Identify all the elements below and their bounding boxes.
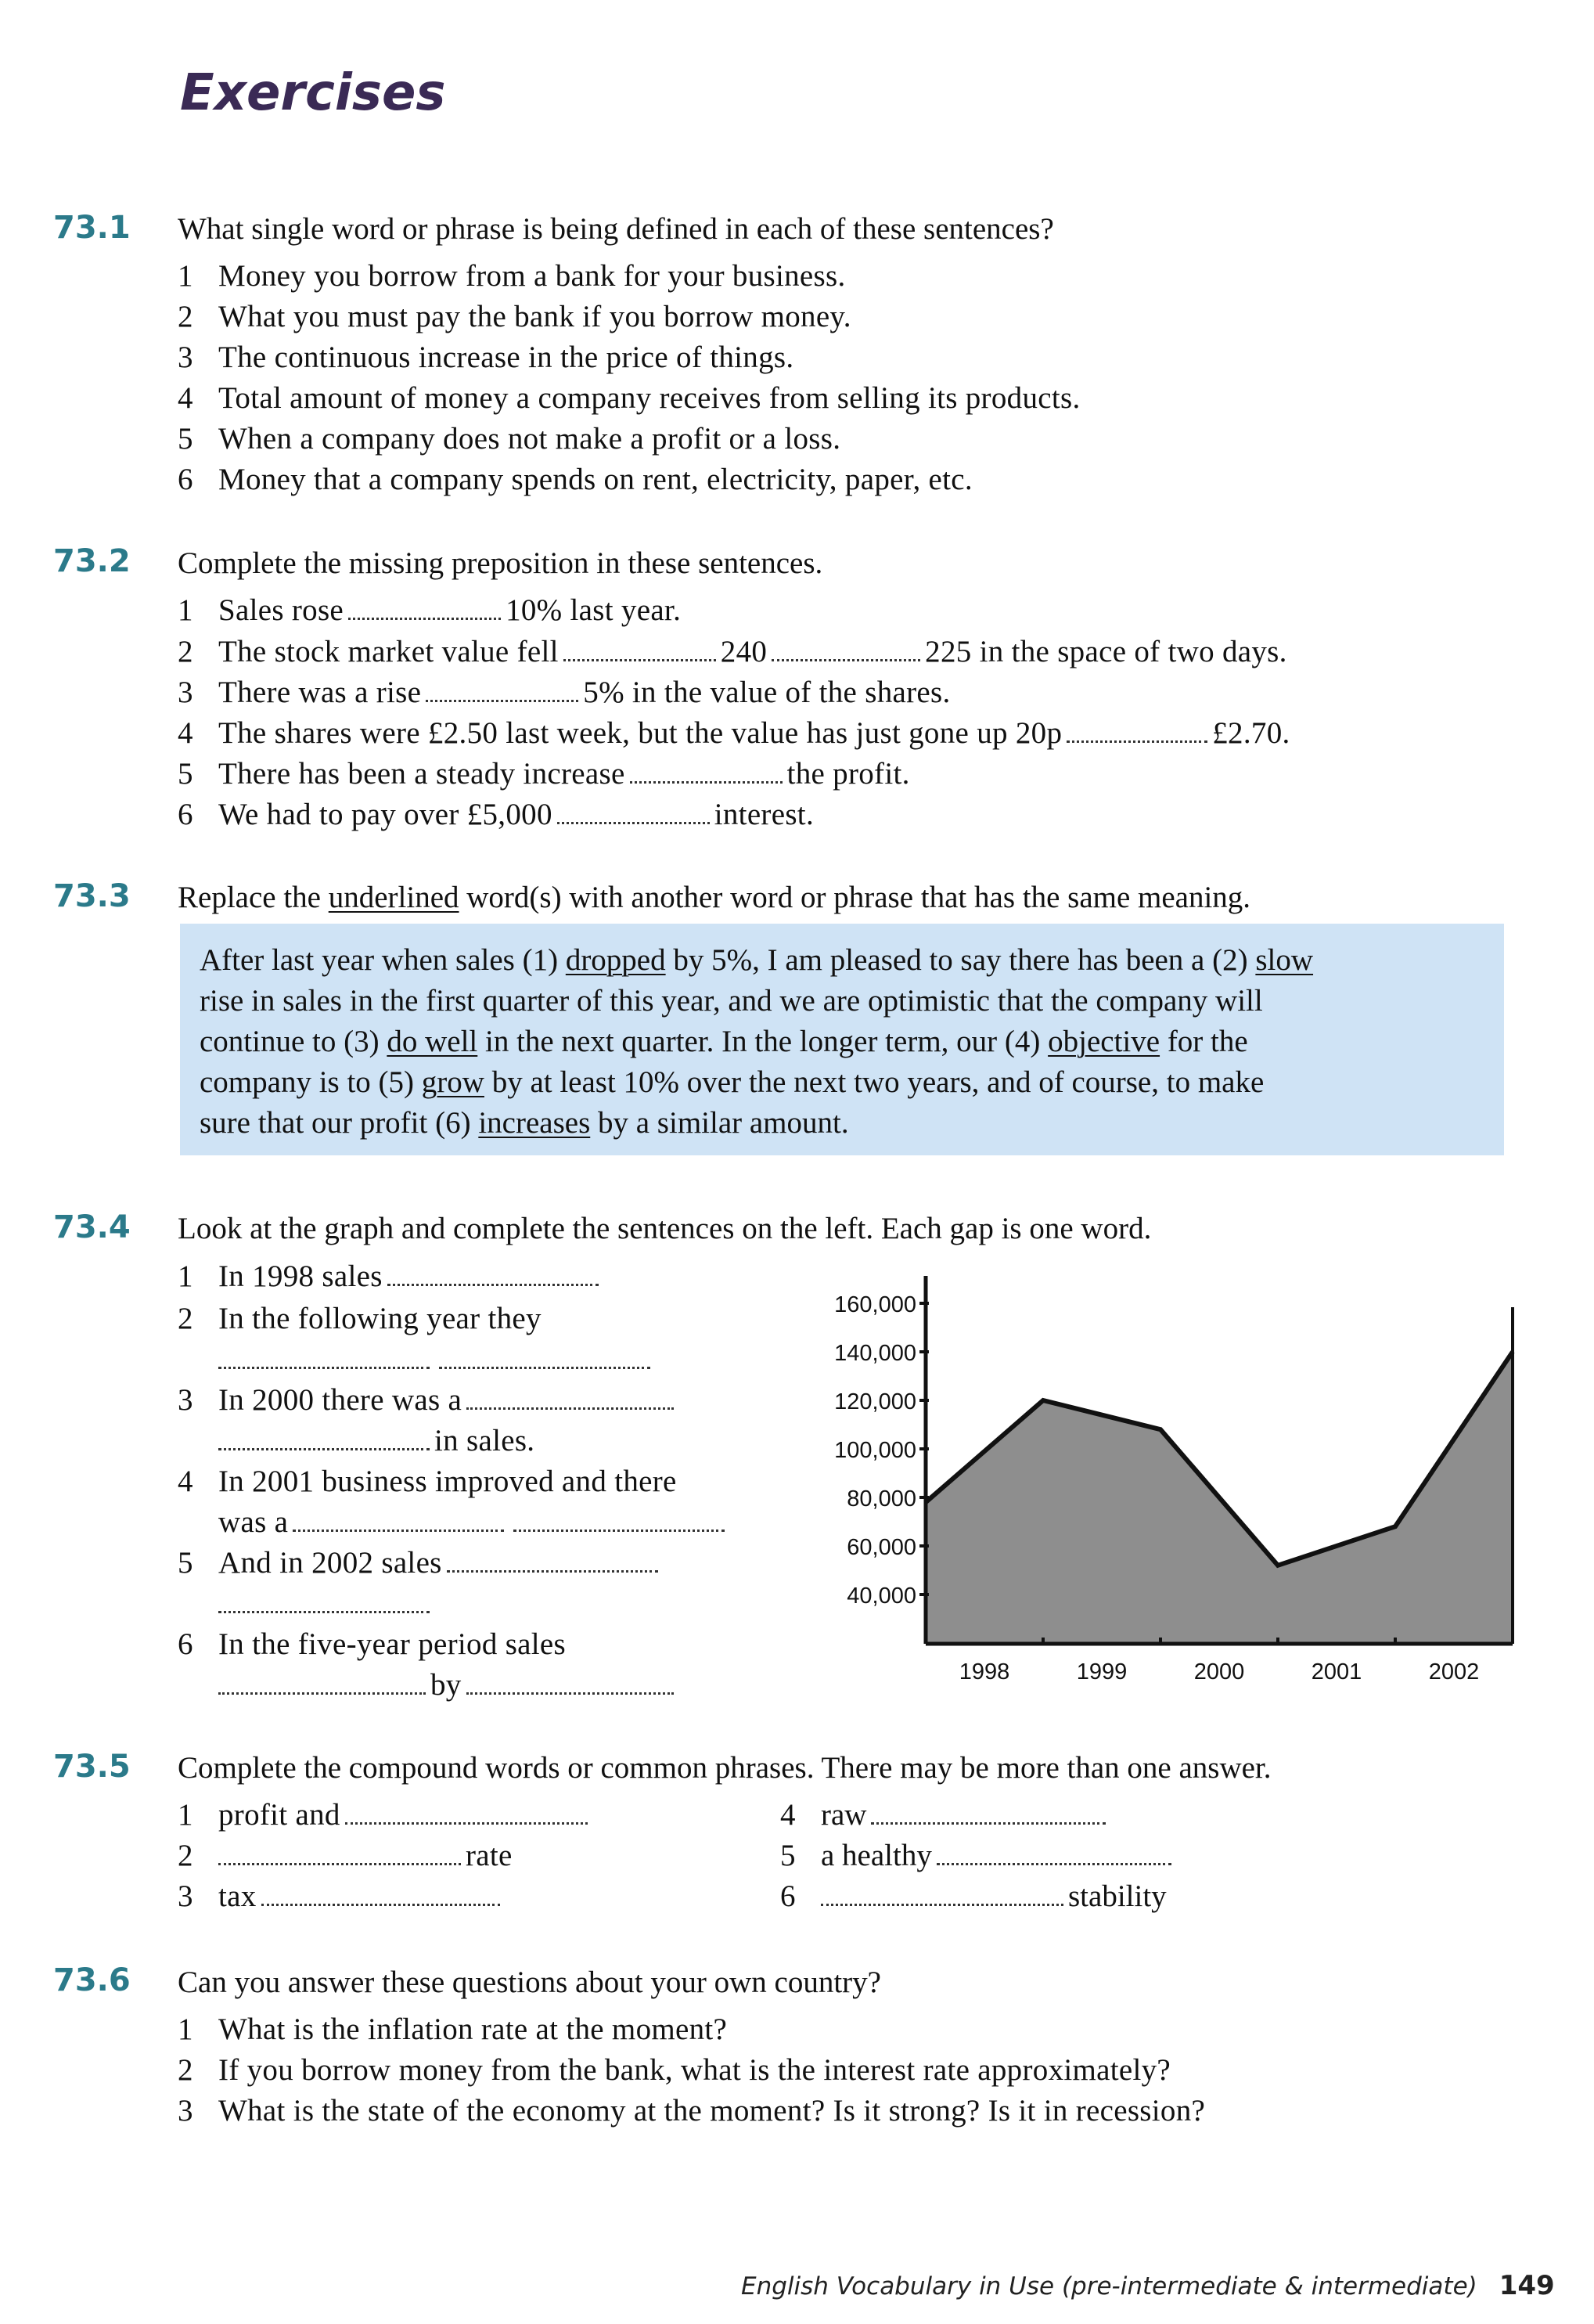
answer-gap[interactable] [557, 800, 710, 824]
list-item [178, 1545, 663, 1580]
item-text: profit and [218, 1798, 340, 1832]
list-item [780, 1879, 1167, 1914]
item-text: 225 in the space of two days. [925, 635, 1287, 668]
page-heading: Exercises [180, 64, 446, 122]
underlined-word: increases [478, 1106, 591, 1140]
list-item [178, 2052, 1171, 2088]
answer-gap[interactable] [293, 1508, 504, 1532]
list-item [178, 1382, 678, 1418]
item-text: When a company does not make a profit or a loss. [218, 422, 841, 456]
exercise-prompt: Complete the compound words or common phrases. There may be more than one answer. [178, 1751, 1272, 1785]
passage-text: continue to (3) [200, 1025, 387, 1058]
item-text: What you must pay the bank if you borrow money. [218, 300, 851, 333]
list-item [178, 462, 973, 497]
item-number: 3 [178, 676, 193, 709]
item-number: 6 [178, 798, 193, 831]
item-text: In 2000 there was a [218, 1383, 462, 1417]
answer-gap[interactable] [630, 759, 783, 784]
item-number: 2 [178, 2053, 193, 2087]
list-item [178, 1464, 677, 1499]
answer-gap[interactable] [513, 1508, 725, 1532]
item-number: 1 [178, 593, 193, 627]
item-number: 5 [780, 1839, 796, 1872]
answer-gap[interactable] [447, 1548, 658, 1573]
item-text: The stock market value fell [218, 635, 559, 668]
item-text: In 2001 business improved and there [218, 1465, 677, 1498]
list-item [178, 756, 910, 791]
list-item [178, 421, 840, 456]
answer-gap[interactable] [772, 637, 920, 661]
passage-text: by 5%, I am pleased to say there has been a (2) [665, 943, 1256, 977]
answer-gap[interactable] [218, 1670, 426, 1695]
answer-gap[interactable] [218, 1589, 430, 1613]
list-item [178, 1838, 513, 1873]
item-text: in sales. [434, 1424, 535, 1457]
item-text: If you borrow money from the bank, what is the interest rate approximately? [218, 2053, 1171, 2087]
item-number: 2 [178, 1302, 193, 1335]
item-number: 1 [178, 259, 193, 293]
list-item [178, 299, 851, 334]
item-text: Money you borrow from a bank for your business. [218, 259, 846, 293]
item-number: 1 [178, 2012, 193, 2046]
list-item [178, 1797, 592, 1832]
page-footer [741, 2270, 1555, 2301]
item-text: 240 [720, 635, 768, 668]
item-text: raw [821, 1798, 867, 1832]
list-item [178, 2012, 727, 2047]
list-item [178, 715, 1290, 751]
item-number: 3 [178, 1383, 193, 1417]
x-tick-label: 1999 [1076, 1659, 1128, 1684]
item-number: 6 [178, 463, 193, 496]
item-number: 2 [178, 1839, 193, 1872]
y-tick-label: 40,000 [847, 1584, 916, 1609]
item-number: 5 [178, 422, 193, 456]
item-text: stability [1068, 1879, 1167, 1913]
list-item [178, 593, 681, 628]
answer-gap[interactable] [1067, 719, 1207, 743]
item-text: In the five-year period sales [218, 1627, 567, 1661]
item-number: 5 [178, 757, 193, 791]
answer-gap[interactable] [218, 1345, 430, 1369]
underlined-word: grow [421, 1065, 484, 1099]
list-item [178, 380, 1081, 416]
answer-gap[interactable] [261, 1882, 500, 1906]
item-number: 2 [178, 635, 193, 668]
sales-area-chart [794, 1260, 1530, 1699]
exercise-prompt: Can you answer these questions about your own country? [178, 1965, 881, 1999]
text-passage-box [180, 924, 1504, 1155]
passage-text: for the [1160, 1025, 1248, 1058]
list-item [178, 634, 1287, 669]
answer-gap[interactable] [821, 1882, 1063, 1906]
item-text: £2.70. [1212, 716, 1290, 750]
underlined-word: slow [1255, 943, 1314, 977]
list-item [178, 675, 951, 710]
item-number: 3 [178, 1879, 193, 1913]
item-number: 1 [178, 1259, 193, 1293]
exercise-prompt [178, 880, 1250, 915]
answer-gap[interactable] [466, 1385, 674, 1410]
exercise-number: 73.6 [53, 1962, 131, 1998]
exercise-prompt: What single word or phrase is being defined in each of these sentences? [178, 212, 1054, 246]
answer-gap[interactable] [348, 596, 501, 620]
list-item [178, 797, 814, 832]
item-number: 5 [178, 1546, 193, 1580]
item-number: 3 [178, 340, 193, 374]
x-tick-label: 2000 [1193, 1659, 1245, 1684]
list-item [178, 2093, 1205, 2128]
list-item [178, 1259, 603, 1294]
passage-text: sure that our profit (6) [200, 1106, 479, 1140]
item-number: 6 [780, 1879, 796, 1913]
page-number: 149 [1499, 2270, 1555, 2301]
item-text: by [430, 1668, 462, 1702]
item-number: 3 [178, 2094, 193, 2128]
item-text: Sales rose [218, 593, 344, 627]
item-text: There was a rise [218, 676, 422, 709]
y-tick-label: 120,000 [834, 1389, 916, 1414]
item-text: was a [218, 1505, 289, 1539]
y-tick-label: 160,000 [834, 1292, 916, 1317]
y-tick-label: 60,000 [847, 1535, 916, 1560]
passage-text: by a similar amount. [590, 1106, 849, 1140]
book-title: English Vocabulary in Use (pre-intermediate & intermediate) [741, 2272, 1477, 2301]
passage-line [200, 942, 1313, 978]
item-number: 2 [178, 300, 193, 333]
item-text: rate [466, 1839, 513, 1872]
y-tick-label: 140,000 [834, 1341, 916, 1366]
item-text: And in 2002 sales [218, 1546, 442, 1580]
item-text: interest. [714, 798, 814, 831]
answer-gap[interactable] [563, 637, 716, 661]
passage-line [200, 1024, 1248, 1059]
list-item [178, 1342, 655, 1377]
item-text: We had to pay over £5,000 [218, 798, 552, 831]
list-item [178, 1667, 678, 1702]
item-number: 4 [178, 716, 193, 750]
item-text: a healthy [821, 1839, 932, 1872]
passage-line: rise in sales in the first quarter of this year, and we are optimistic that the company will [200, 984, 1263, 1018]
item-number: 4 [178, 1465, 193, 1498]
answer-gap[interactable] [387, 1262, 599, 1286]
item-text: The continuous increase in the price of things. [218, 340, 794, 374]
list-item [178, 258, 846, 294]
exercise-number: 73.3 [53, 878, 131, 914]
item-number: 4 [178, 381, 193, 415]
answer-gap[interactable] [218, 1426, 430, 1450]
list-item [178, 1504, 729, 1540]
item-text: Total amount of money a company receives from selling its products. [218, 381, 1081, 415]
answer-gap[interactable] [345, 1800, 588, 1825]
answer-gap[interactable] [871, 1800, 1106, 1825]
x-tick-label: 2002 [1428, 1659, 1480, 1684]
exercise-number: 73.1 [53, 210, 131, 246]
passage-line [200, 1065, 1264, 1100]
item-text: What is the state of the economy at the moment? Is it strong? Is it in recession? [218, 2094, 1206, 2128]
item-text: In 1998 sales [218, 1259, 383, 1293]
item-text: In the following year they [218, 1302, 542, 1335]
item-text: Money that a company spends on rent, electricity, paper, etc. [218, 463, 973, 496]
underlined-word: objective [1048, 1025, 1160, 1058]
item-number: 4 [780, 1798, 796, 1832]
item-text: There has been a steady increase [218, 757, 625, 791]
list-item [780, 1797, 1110, 1832]
x-tick-label: 2001 [1311, 1659, 1362, 1684]
x-tick-label: 1998 [959, 1659, 1010, 1684]
passage-line [200, 1105, 849, 1140]
prompt-text: word(s) with another word or phrase that has the same meaning. [459, 881, 1251, 914]
item-text: the profit. [786, 757, 910, 791]
passage-text: by at least 10% over the next two years, and of course, to make [484, 1065, 1265, 1099]
passage-text: After last year when sales (1) [200, 943, 566, 977]
exercise-number: 73.4 [53, 1209, 131, 1245]
underlined-word: do well [387, 1025, 478, 1058]
list-item [178, 1586, 434, 1621]
prompt-underlined: underlined [328, 881, 459, 914]
list-item [780, 1838, 1176, 1873]
answer-gap[interactable] [439, 1345, 650, 1369]
list-item [178, 1301, 542, 1336]
item-number: 6 [178, 1627, 193, 1661]
answer-gap[interactable] [937, 1841, 1171, 1865]
exercise-prompt: Look at the graph and complete the sentences on the left. Each gap is one word. [178, 1212, 1152, 1245]
list-item [178, 340, 793, 375]
exercise-number: 73.5 [53, 1749, 131, 1785]
exercise-prompt: Complete the missing preposition in these sentences. [178, 546, 823, 580]
answer-gap[interactable] [426, 678, 578, 702]
item-text: What is the inflation rate at the moment? [218, 2012, 728, 2046]
y-tick-label: 100,000 [834, 1438, 916, 1463]
list-item [178, 1627, 566, 1662]
item-text: 10% last year. [506, 593, 682, 627]
item-text: 5% in the value of the shares. [583, 676, 951, 709]
exercise-number: 73.2 [53, 543, 131, 579]
passage-text: company is to (5) [200, 1065, 422, 1099]
prompt-text: Replace the [178, 881, 329, 914]
list-item [178, 1423, 534, 1458]
item-text: tax [218, 1879, 257, 1913]
y-tick-label: 80,000 [847, 1486, 916, 1512]
underlined-word: dropped [565, 943, 666, 977]
passage-text: in the next quarter. In the longer term, our (4) [477, 1025, 1049, 1058]
item-number: 1 [178, 1798, 193, 1832]
item-text: The shares were £2.50 last week, but the value has just gone up 20p [218, 716, 1063, 750]
answer-gap[interactable] [466, 1670, 674, 1695]
list-item [178, 1879, 505, 1914]
answer-gap[interactable] [218, 1841, 461, 1865]
